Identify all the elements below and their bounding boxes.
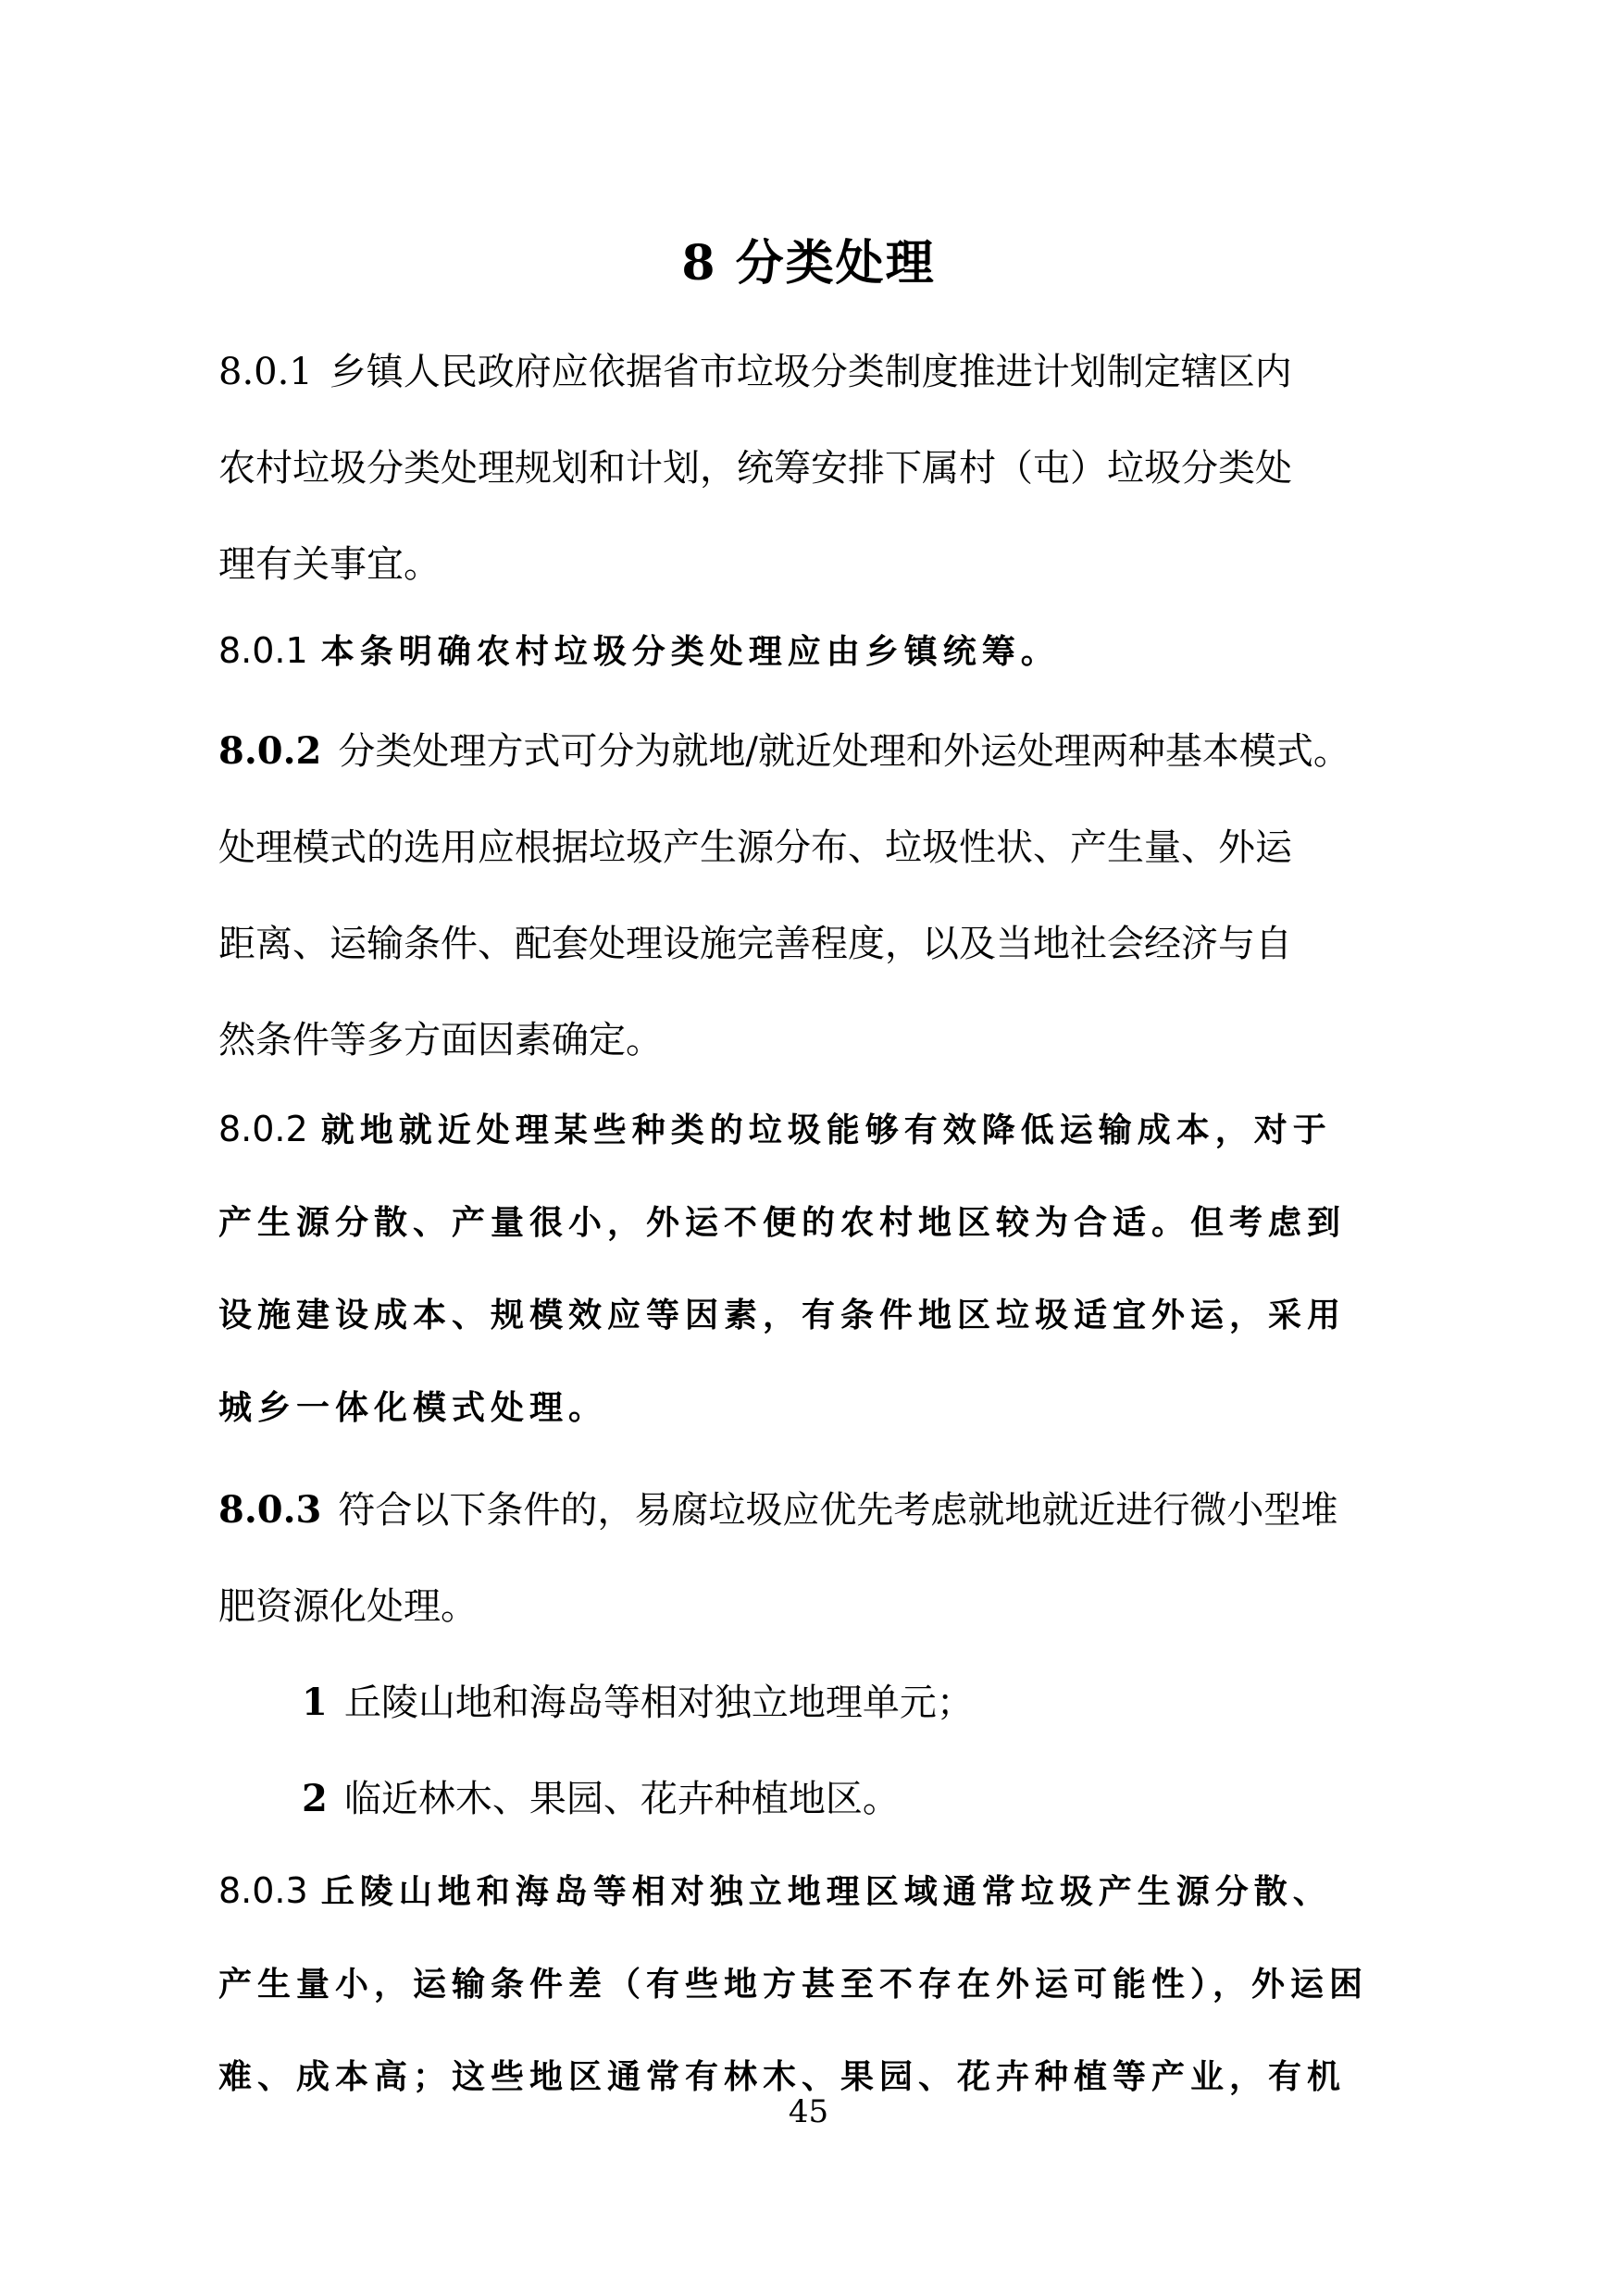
clause-text: 乡镇人民政府应依据省市垃圾分类制度推进计划制定辖区内 (329, 351, 1292, 393)
clause-line: 农村垃圾分类处理规划和计划，统筹安排下属村（屯）垃圾分类处 (218, 447, 1292, 490)
section-title: 8 分类处理 (681, 235, 936, 292)
commentary-text: 本条明确农村垃圾分类处理应由乡镇统筹。 (320, 633, 1060, 671)
commentary-line (218, 1844, 1422, 1939)
list-item-number: 2 (302, 1777, 328, 1820)
clause-line (218, 324, 1422, 420)
list-item-2 (302, 1751, 1412, 1847)
clause-text: 符合以下条件的，易腐垃圾应优先考虑就地就近进行微小型堆 (338, 1489, 1338, 1532)
clause-8-0-2 (218, 703, 1422, 1088)
commentary-line: 产生源分散、产量很小，外运不便的农村地区较为合适。但考虑到 (218, 1204, 1347, 1242)
list-item-text: 丘陵山地和海岛等相对独立地理单元； (343, 1682, 974, 1724)
clause-line: 肥资源化处理。 (218, 1585, 478, 1628)
commentary-line: 城乡一体化模式处理。 (218, 1389, 608, 1427)
commentary-text: 就地就近处理某些种类的垃圾能够有效降低运输成本，对于 (320, 1111, 1332, 1149)
list-item-text: 临近林木、果园、花卉种植地区。 (343, 1778, 900, 1820)
clause-line: 理有关事宜。 (218, 543, 441, 586)
clause-number: 8.0.1 (218, 351, 313, 393)
commentary-text: 丘陵山地和海岛等相对独立地理区域通常垃圾产生源分散、 (320, 1873, 1332, 1911)
clause-8-0-3 (218, 1462, 1422, 1655)
clause-line: 处理模式的选用应根据垃圾产生源分布、垃圾性状、产生量、外运 (218, 826, 1292, 869)
clause-number: 8.0.2 (218, 729, 322, 773)
list-item-1 (302, 1655, 1412, 1751)
clause-line (218, 1462, 1422, 1558)
commentary-line (218, 1083, 1422, 1177)
commentary-number: 8.0.2 (218, 1109, 308, 1149)
commentary-8-0-3 (218, 1844, 1422, 2124)
commentary-line (218, 604, 1422, 699)
commentary-8-0-2 (218, 1083, 1422, 1455)
commentary-line: 产生量小，运输条件差（有些地方甚至不存在外运可能性），外运困 (218, 1966, 1369, 2004)
page-number: 45 (788, 2093, 829, 2130)
commentary-line: 设施建设成本、规模效应等因素，有条件地区垃圾适宜外运，采用 (218, 1297, 1347, 1334)
commentary-number: 8.0.1 (218, 630, 308, 671)
commentary-number: 8.0.3 (218, 1870, 308, 1911)
clause-text: 分类处理方式可分为就地/就近处理和外运处理两种基本模式。 (338, 730, 1350, 773)
clause-line: 然条件等多方面因素确定。 (218, 1019, 663, 1061)
clause-8-0-1 (218, 324, 1422, 613)
clause-line (218, 703, 1422, 800)
commentary-line: 难、成本高；这些地区通常有林木、果园、花卉种植等产业，有机 (218, 2058, 1347, 2096)
clause-line: 距离、运输条件、配套处理设施完善程度，以及当地社会经济与自 (218, 923, 1292, 965)
commentary-8-0-1 (218, 604, 1422, 699)
clause-number: 8.0.3 (218, 1488, 322, 1532)
list-item-number: 1 (302, 1681, 328, 1724)
